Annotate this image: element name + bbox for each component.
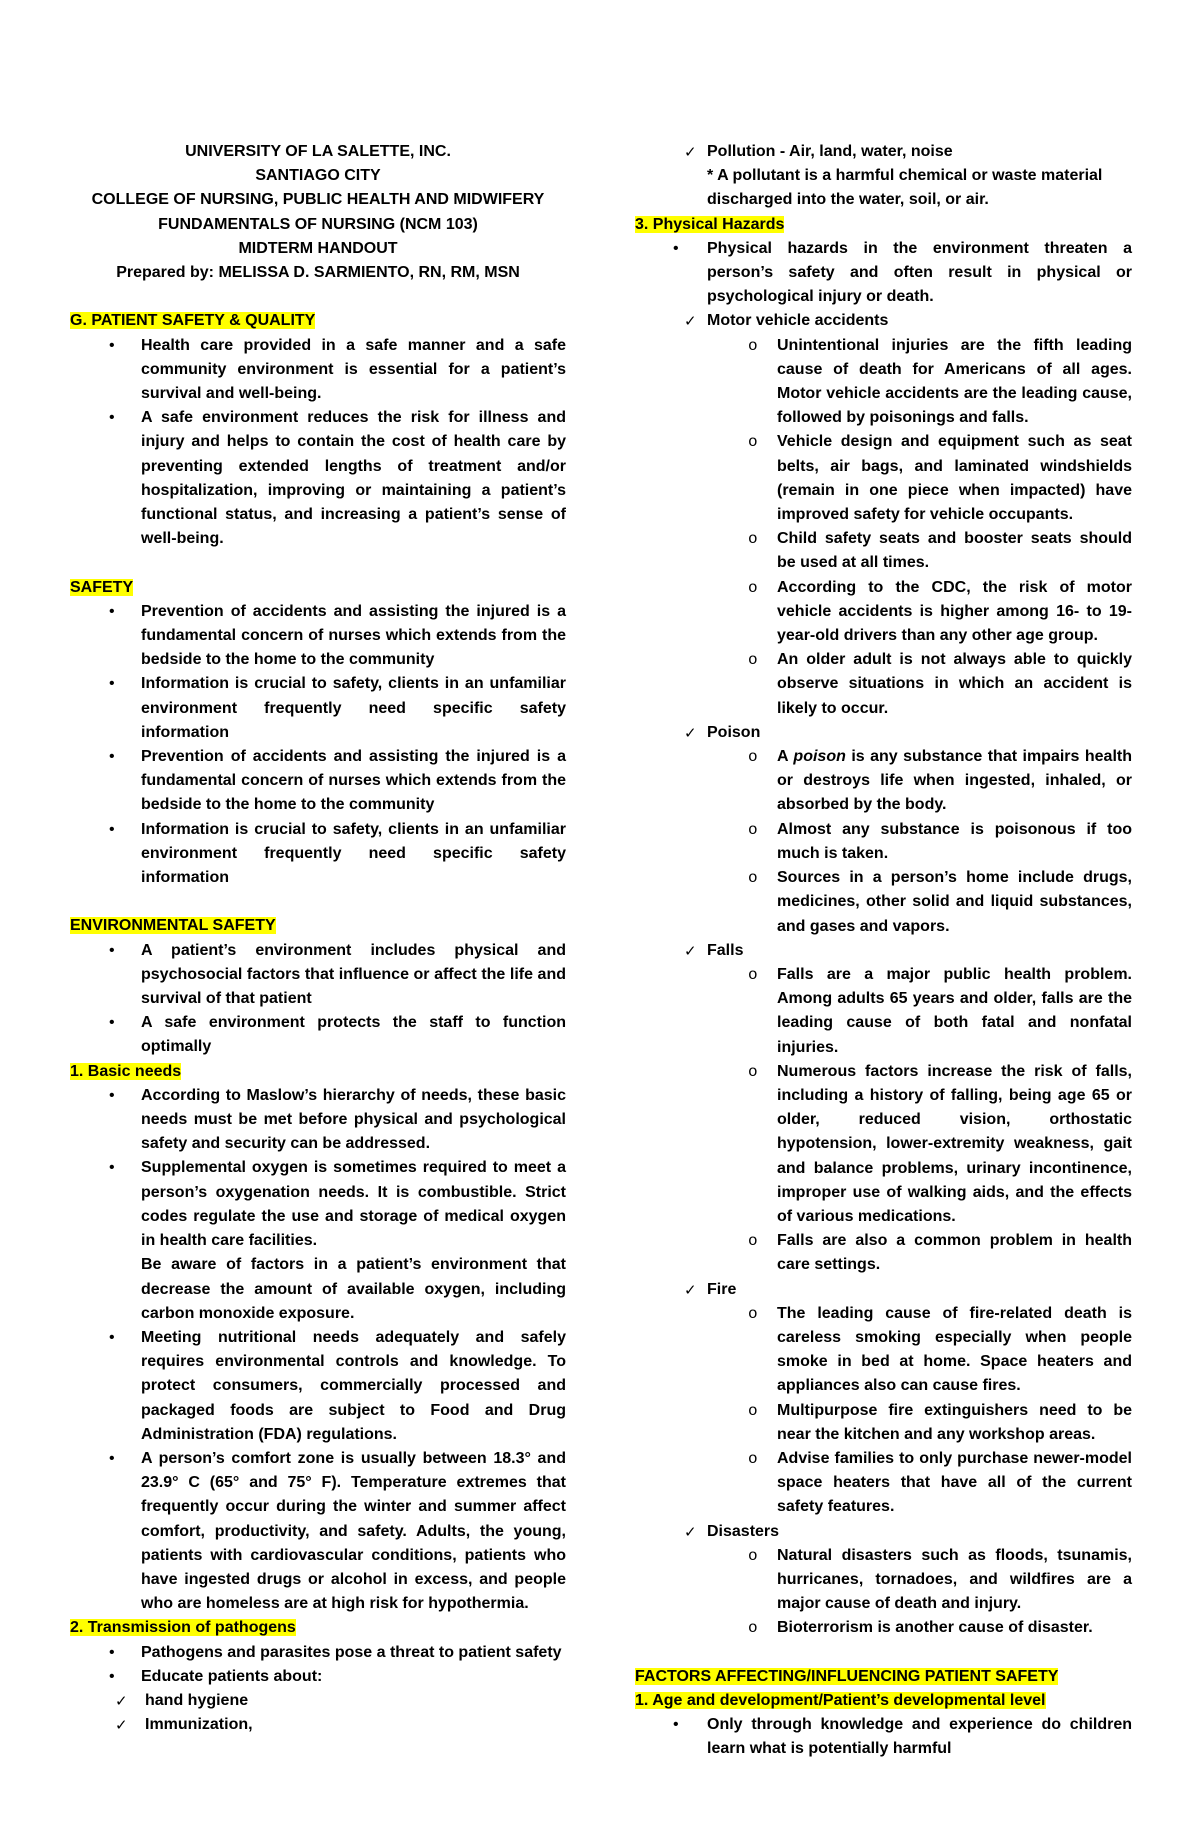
bullet-icon: • — [109, 1086, 115, 1104]
subsection-heading-text: 1. Basic needs — [70, 1062, 182, 1080]
checklist-item — [635, 1520, 1132, 1544]
list-item — [70, 939, 566, 1012]
sub-list-item — [635, 334, 1132, 431]
sub-list-item — [635, 576, 1132, 649]
sub-item-text: Unintentional injuries are the fifth leading cause of death for Americans of all ages. Motor vehicle accidents are the leading cause, followed by poisonings and falls. — [777, 336, 1132, 427]
university-name: UNIVERSITY OF LA SALETTE, INC. — [185, 143, 451, 160]
circle-bullet-icon: o — [748, 578, 758, 597]
sub-list-item — [635, 1302, 1132, 1399]
section-heading — [635, 1665, 1132, 1689]
checkmark-icon: ✓ — [684, 723, 697, 742]
sub-list-item — [635, 1544, 1132, 1617]
list-item — [70, 818, 566, 891]
subsection-heading-text: 1. Age and development/Patient’s developmental level — [635, 1691, 1046, 1709]
spacer — [70, 890, 566, 914]
course-title: FUNDAMENTALS OF NURSING (NCM 103) — [158, 215, 478, 233]
bullet-icon: • — [109, 1449, 115, 1467]
section-heading — [70, 914, 566, 938]
sub-list-item — [635, 648, 1132, 721]
list-item — [635, 237, 1132, 310]
circle-bullet-icon: o — [748, 1232, 758, 1251]
subsection-heading — [635, 1689, 1132, 1713]
circle-bullet-icon: o — [748, 748, 758, 767]
checklist-item — [635, 721, 1132, 745]
left-column — [70, 140, 566, 1737]
sub-item-text — [777, 745, 1132, 818]
checkmark-icon: ✓ — [115, 1716, 128, 1735]
sub-item-text: Almost any substance is poisonous if too much is taken. — [777, 820, 1132, 862]
bullet-icon: • — [109, 336, 115, 354]
hazard-label: Falls — [707, 941, 744, 959]
sub-list-item — [635, 818, 1132, 866]
sub-item-text: Child safety seats and booster seats should be used at all times. — [777, 530, 1132, 572]
subsection-heading — [70, 1616, 566, 1640]
sub-list-item — [635, 527, 1132, 575]
circle-bullet-icon: o — [748, 1449, 758, 1468]
checkmark-icon: ✓ — [684, 143, 697, 161]
list-item — [70, 1156, 566, 1325]
list-item — [70, 1011, 566, 1059]
list-item — [70, 745, 566, 818]
section-heading-text: FACTORS AFFECTING/INFLUENCING PATIENT SAFETY — [635, 1667, 1059, 1685]
sub-list-item — [635, 963, 1132, 1060]
sub-item-text: Advise families to only purchase newer-model space heaters that have all of the current safety features. — [777, 1449, 1132, 1516]
sub-item-text: Numerous factors increase the risk of falls, including a history of falling, being age 65 or older, reduced vision, orthostatic hypotension, lower-extremity weakness, gait and balance problems, urinary incontinence, improper use of walking aids, and the effects of various medications. — [777, 1062, 1132, 1225]
list-item-text: A safe environment reduces the risk for illness and injury and helps to contain the cost of health care by preventing extended lengths of treatment and/or hospitalization, improving or maintaining a patient’s functional status, and increasing a patient’s sense of well-being. — [141, 409, 566, 548]
sub-list-item — [635, 1229, 1132, 1277]
subsection-heading-text: 3. Physical Hazards — [635, 215, 785, 233]
list-item-text: A person’s comfort zone is usually between 18.3° and 23.9° C (65° and 75° F). Temperature extremes that frequently occur during the winter and summer affect comfort, productivity, and safety. Adults, the young, patients with cardiovascular conditions, patients who have ingested drugs or alcohol in excess, and people who are homeless are at high risk for hypothermia. — [141, 1449, 566, 1613]
text-segment: A — [777, 748, 794, 766]
bullet-icon: • — [109, 1643, 115, 1661]
sub-item-text: The leading cause of fire-related death is careless smoking especially when people smoke in bed at home. Space heaters and appliances also can cause fires. — [777, 1304, 1132, 1395]
list-item — [70, 1447, 566, 1616]
document-header — [70, 140, 566, 285]
city-name: SANTIAGO CITY — [255, 167, 381, 185]
checklist-item — [635, 939, 1132, 963]
list-item-text: Health care provided in a safe manner and a safe community environment is essential for a patient’s survival and well-being. — [141, 336, 566, 403]
sub-item-text: Vehicle design and equipment such as seat belts, air bags, and laminated windshields (remain in one piece when impacted) have improved safety for vehicle occupants. — [777, 433, 1132, 524]
section-heading — [70, 576, 566, 600]
checkmark-icon: ✓ — [115, 1691, 128, 1710]
bullet-icon: • — [109, 1014, 115, 1032]
sub-item-text: Natural disasters such as floods, tsunamis, hurricanes, tornadoes, and wildfires are a major cause of death and injury. — [777, 1546, 1132, 1613]
bullet-icon: • — [109, 941, 115, 959]
list-item-text: Prevention of accidents and assisting the injured is a fundamental concern of nurses which extends from the bedside to the home to the community — [141, 602, 566, 669]
checkmark-icon: ✓ — [684, 941, 697, 960]
checklist-item-text: Pollution - Air, land, water, noise — [707, 143, 953, 160]
checkmark-icon: ✓ — [684, 1522, 697, 1541]
list-item-text: A patient’s environment includes physical and psychosocial factors that influence or affect the life and survival of that patient — [141, 941, 566, 1008]
checklist-item — [635, 309, 1132, 333]
hazard-label: Poison — [707, 723, 761, 741]
list-item-text: Physical hazards in the environment threaten a person’s safety and often result in physical or psychological injury or death. — [707, 239, 1132, 306]
list-item — [70, 406, 566, 551]
bullet-icon: • — [109, 1667, 115, 1685]
list-item-text: Meeting nutritional needs adequately and safely requires environmental controls and knowledge. To protect consumers, commercially processed and packaged foods are subject to Food and Drug Administration (FDA) regulations. — [141, 1328, 566, 1443]
spacer — [635, 1641, 1132, 1665]
college-name: COLLEGE OF NURSING, PUBLIC HEALTH AND MIDWIFERY — [91, 191, 545, 209]
circle-bullet-icon: o — [748, 1062, 758, 1081]
bullet-icon: • — [673, 239, 679, 257]
subsection-heading-text: 2. Transmission of pathogens — [70, 1619, 296, 1637]
circle-bullet-icon: o — [748, 1401, 758, 1420]
circle-bullet-icon: o — [748, 530, 758, 549]
hazard-label: Motor vehicle accidents — [707, 312, 889, 330]
checklist-item — [635, 140, 1132, 164]
subsection-heading — [70, 1060, 566, 1084]
sub-list-item — [635, 745, 1132, 818]
checklist-item-text: Immunization, — [145, 1716, 253, 1734]
right-column — [635, 140, 1132, 1762]
text-segment: is any substance that impairs health or destroys life when ingested, inhaled, or absorbed by the body. — [777, 748, 1132, 814]
sub-item-text: Multipurpose fire extinguishers need to be near the kitchen and any workshop areas. — [777, 1401, 1132, 1443]
checklist-item — [635, 1278, 1132, 1302]
circle-bullet-icon: o — [748, 1619, 758, 1638]
list-item — [70, 600, 566, 673]
checklist-item — [70, 1689, 566, 1713]
sub-list-item — [635, 1616, 1132, 1640]
list-item-text: Prevention of accidents and assisting the injured is a fundamental concern of nurses which extends from the bedside to the home to the community — [141, 748, 566, 814]
circle-bullet-icon: o — [748, 651, 758, 670]
subsection-heading — [635, 213, 1132, 237]
prepared-by: Prepared by: MELISSA D. SARMIENTO, RN, RM, MSN — [116, 264, 520, 282]
list-item-text: A safe environment protects the staff to function optimally — [141, 1014, 566, 1056]
sub-item-text: Falls are also a common problem in health care settings. — [777, 1232, 1132, 1274]
list-item-text: Information is crucial to safety, clients in an unfamiliar environment frequently need specific safety information — [141, 675, 566, 741]
list-item-text: Pathogens and parasites pose a threat to patient safety — [141, 1643, 562, 1661]
checkmark-icon: ✓ — [684, 312, 697, 331]
sub-list-item — [635, 1399, 1132, 1447]
bullet-icon: • — [109, 602, 115, 620]
sub-item-text: According to the CDC, the risk of motor vehicle accidents is higher among 16- to 19-year-old drivers than any other age group. — [777, 578, 1132, 645]
circle-bullet-icon: o — [748, 820, 758, 839]
sub-list-item — [635, 430, 1132, 527]
checklist-item-text: hand hygiene — [145, 1691, 249, 1709]
spacer — [70, 285, 566, 309]
list-item-text: Only through knowledge and experience do children learn what is potentially harmful — [707, 1716, 1132, 1758]
list-item-text: Information is crucial to safety, clients in an unfamiliar environment frequently need specific safety information — [141, 820, 566, 887]
bullet-icon: • — [109, 675, 115, 693]
checkmark-icon: ✓ — [684, 1280, 697, 1299]
list-item — [70, 1641, 566, 1665]
sub-list-item — [635, 1060, 1132, 1229]
list-item — [70, 334, 566, 407]
sub-list-item — [635, 1447, 1132, 1520]
section-heading-text: SAFETY — [70, 578, 134, 596]
bullet-icon: • — [109, 748, 115, 766]
italic-term: poison — [793, 748, 846, 766]
sub-item-text: Bioterrorism is another cause of disaster. — [777, 1619, 1093, 1637]
sub-item-text: Falls are a major public health problem. Among adults 65 years and older, falls are the leading cause of both fatal and nonfatal injuries. — [777, 965, 1132, 1056]
section-heading-text: ENVIRONMENTAL SAFETY — [70, 917, 276, 935]
sub-list-item — [635, 866, 1132, 939]
bullet-icon: • — [109, 820, 115, 838]
list-item — [70, 1665, 566, 1689]
list-item-text: According to Maslow’s hierarchy of needs, these basic needs must be met before physical and psychological safety and security can be addressed. — [141, 1086, 566, 1153]
sub-item-text: Sources in a person’s home include drugs, medicines, other solid and liquid substances, and gases and vapors. — [777, 869, 1132, 935]
list-item-text: Supplemental oxygen is sometimes required to meet a person’s oxygenation needs. It is combustible. Strict codes regulate the use and storage of medical oxygen in health care facilities. — [141, 1159, 566, 1250]
checklist-item — [70, 1713, 566, 1737]
list-item — [635, 1713, 1132, 1761]
list-item — [70, 1326, 566, 1447]
list-item-continuation: Be aware of factors in a patient’s environment that decrease the amount of available oxygen, including carbon monoxide exposure. — [141, 1256, 566, 1322]
circle-bullet-icon: o — [748, 965, 758, 984]
list-item — [70, 672, 566, 745]
section-heading — [70, 309, 566, 333]
handout-title: MIDTERM HANDOUT — [238, 239, 398, 257]
hazard-label: Disasters — [707, 1522, 780, 1540]
bullet-icon: • — [673, 1716, 679, 1734]
circle-bullet-icon: o — [748, 869, 758, 888]
circle-bullet-icon: o — [748, 336, 758, 355]
list-item — [70, 1084, 566, 1157]
bullet-icon: • — [109, 409, 115, 427]
circle-bullet-icon: o — [748, 1304, 758, 1323]
circle-bullet-icon: o — [748, 433, 758, 452]
bullet-icon: • — [109, 1328, 115, 1346]
circle-bullet-icon: o — [748, 1546, 758, 1565]
spacer — [70, 551, 566, 575]
hazard-label: Fire — [707, 1280, 737, 1298]
section-heading-text: G. PATIENT SAFETY & QUALITY — [70, 312, 316, 330]
pollutant-note: * A pollutant is a harmful chemical or waste material discharged into the water, soil, or air. — [707, 167, 1103, 209]
sub-item-text: An older adult is not always able to quickly observe situations in which an accident is likely to occur. — [777, 651, 1132, 717]
list-item-text: Educate patients about: — [141, 1667, 323, 1685]
bullet-icon: • — [109, 1159, 115, 1177]
